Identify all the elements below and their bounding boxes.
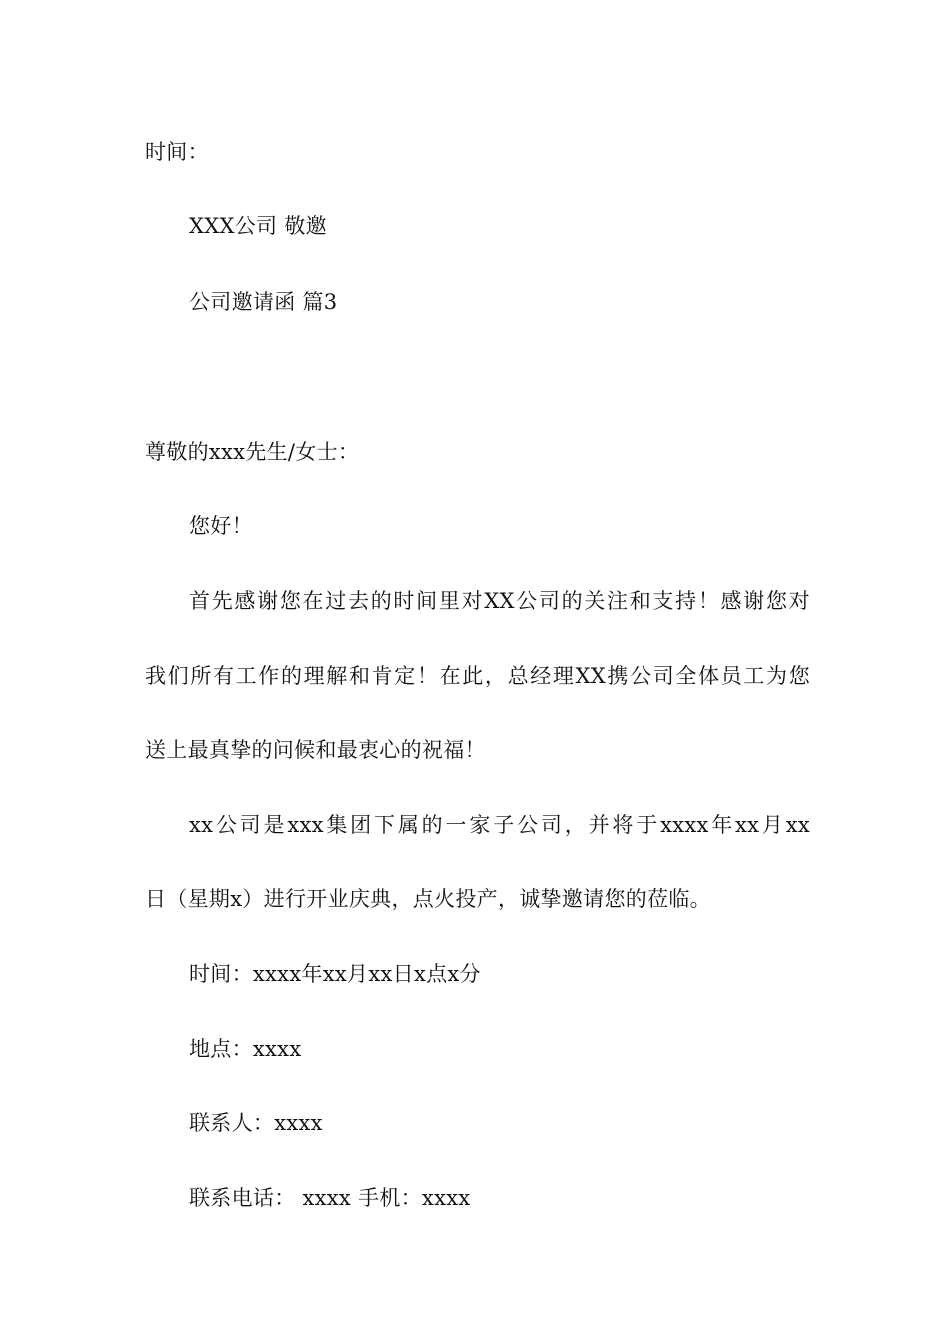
section-heading-line: 公司邀请函 篇3 [189, 290, 338, 314]
company-signature-line: XXX公司 敬邀 [189, 214, 327, 238]
body-paragraph-2-line-1: xx公司是xxx集团下属的一家子公司，并将于xxxx年xx月xx [189, 813, 810, 837]
body-paragraph-1-line-2: 我们所有工作的理解和肯定！在此，总经理XX携公司全体员工为您 [145, 664, 810, 688]
contact-person-line: 联系人：xxxx [189, 1111, 323, 1135]
time-label-line: 时间： [145, 140, 209, 164]
salutation-line: 尊敬的xxx先生/女士： [145, 440, 360, 464]
body-paragraph-1-line-3: 送上最真挚的问候和最衷心的祝福！ [145, 738, 486, 762]
contact-phone-line: 联系电话： xxxx 手机：xxxx [189, 1186, 471, 1210]
body-paragraph-2-line-2: 日（星期x）进行开业庆典，点火投产，诚挚邀请您的莅临。 [145, 887, 711, 911]
event-location-line: 地点：xxxx [189, 1037, 302, 1061]
event-time-line: 时间：xxxx年xx月xx日x点x分 [189, 962, 481, 986]
body-paragraph-1-line-1: 首先感谢您在过去的时间里对XX公司的关注和支持！感谢您对 [189, 589, 810, 613]
greeting-line: 您好！ [189, 514, 253, 538]
